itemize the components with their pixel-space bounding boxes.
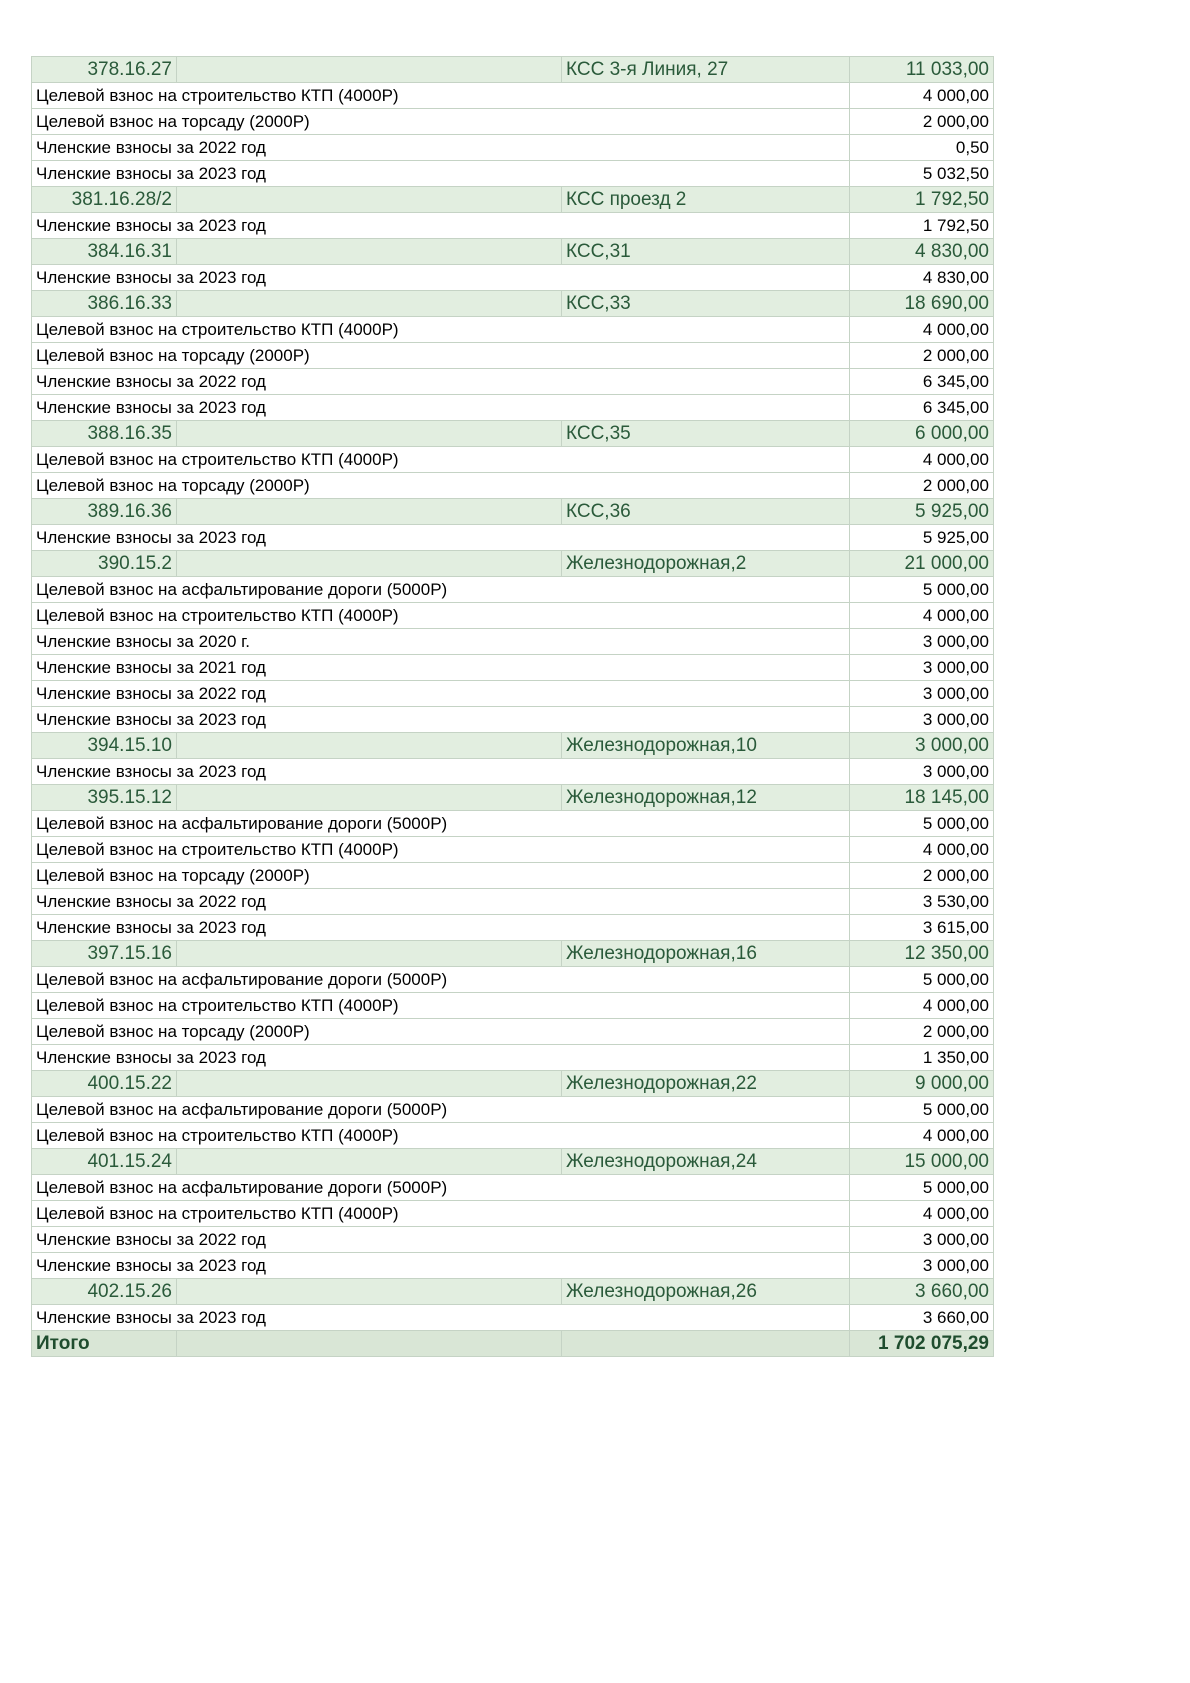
payment-row [32, 473, 994, 499]
payment-description: Целевой взнос на торсаду (2000Р) [32, 109, 850, 135]
total-empty-cell [177, 1331, 562, 1357]
payment-row [32, 1045, 994, 1071]
payment-row [32, 1097, 994, 1123]
payment-description: Целевой взнос на асфальтирование дороги (5000Р) [32, 967, 850, 993]
payment-row [32, 863, 994, 889]
plot-address: КСС проезд 2 [562, 187, 850, 213]
payment-amount: 2 000,00 [850, 863, 994, 889]
payment-description: Членские взносы за 2023 год [32, 213, 850, 239]
payment-amount: 4 000,00 [850, 1123, 994, 1149]
payment-description: Членские взносы за 2023 год [32, 161, 850, 187]
group-empty-cell [177, 785, 562, 811]
payment-amount: 4 000,00 [850, 837, 994, 863]
payment-row [32, 1123, 994, 1149]
payment-description: Членские взносы за 2023 год [32, 915, 850, 941]
payment-row [32, 395, 994, 421]
payment-amount: 5 032,50 [850, 161, 994, 187]
payment-description: Членские взносы за 2023 год [32, 1253, 850, 1279]
payment-description: Членские взносы за 2021 год [32, 655, 850, 681]
payment-row [32, 889, 994, 915]
plot-address: КСС,33 [562, 291, 850, 317]
payment-amount: 5 000,00 [850, 1175, 994, 1201]
payment-row [32, 1201, 994, 1227]
payment-amount: 4 000,00 [850, 993, 994, 1019]
payment-amount: 3 000,00 [850, 759, 994, 785]
plot-address: Железнодорожная,22 [562, 1071, 850, 1097]
payment-amount: 0,50 [850, 135, 994, 161]
plot-code: 378.16.27 [32, 57, 177, 83]
group-amount: 9 000,00 [850, 1071, 994, 1097]
group-row [32, 291, 994, 317]
group-empty-cell [177, 499, 562, 525]
payment-description: Членские взносы за 2022 год [32, 681, 850, 707]
group-row [32, 57, 994, 83]
payment-row [32, 525, 994, 551]
payment-row [32, 915, 994, 941]
group-amount: 11 033,00 [850, 57, 994, 83]
group-amount: 21 000,00 [850, 551, 994, 577]
payment-description: Членские взносы за 2023 год [32, 707, 850, 733]
payment-amount: 5 000,00 [850, 577, 994, 603]
payment-row [32, 317, 994, 343]
group-empty-cell [177, 239, 562, 265]
payment-amount: 3 660,00 [850, 1305, 994, 1331]
group-empty-cell [177, 57, 562, 83]
plot-address: КСС,35 [562, 421, 850, 447]
plot-address: Железнодорожная,12 [562, 785, 850, 811]
payment-description: Целевой взнос на торсаду (2000Р) [32, 863, 850, 889]
payment-amount: 3 000,00 [850, 681, 994, 707]
payment-amount: 5 000,00 [850, 811, 994, 837]
payment-amount: 5 000,00 [850, 967, 994, 993]
payment-description: Членские взносы за 2022 год [32, 889, 850, 915]
report-body [32, 57, 994, 1357]
plot-code: 381.16.28/2 [32, 187, 177, 213]
plot-address: Железнодорожная,16 [562, 941, 850, 967]
payment-row [32, 811, 994, 837]
group-amount: 12 350,00 [850, 941, 994, 967]
payment-row [32, 967, 994, 993]
payment-row [32, 1019, 994, 1045]
payment-amount: 2 000,00 [850, 1019, 994, 1045]
group-empty-cell [177, 1279, 562, 1305]
payment-row [32, 629, 994, 655]
payment-row [32, 993, 994, 1019]
payment-amount: 5 925,00 [850, 525, 994, 551]
plot-address: Железнодорожная,10 [562, 733, 850, 759]
payment-row [32, 577, 994, 603]
plot-code: 397.15.16 [32, 941, 177, 967]
group-amount: 1 792,50 [850, 187, 994, 213]
group-row [32, 1149, 994, 1175]
group-row [32, 239, 994, 265]
plot-code: 400.15.22 [32, 1071, 177, 1097]
payment-amount: 3 000,00 [850, 1253, 994, 1279]
payment-amount: 2 000,00 [850, 473, 994, 499]
group-amount: 6 000,00 [850, 421, 994, 447]
payment-description: Целевой взнос на строительство КТП (4000Р) [32, 603, 850, 629]
payment-row [32, 83, 994, 109]
payment-description: Целевой взнос на торсаду (2000Р) [32, 1019, 850, 1045]
group-empty-cell [177, 1071, 562, 1097]
payment-description: Целевой взнос на торсаду (2000Р) [32, 343, 850, 369]
plot-address: КСС 3-я Линия, 27 [562, 57, 850, 83]
group-row [32, 1279, 994, 1305]
plot-address: Железнодорожная,2 [562, 551, 850, 577]
payment-row [32, 135, 994, 161]
payment-description: Целевой взнос на торсаду (2000Р) [32, 473, 850, 499]
group-empty-cell [177, 1149, 562, 1175]
payment-amount: 6 345,00 [850, 369, 994, 395]
payment-amount: 3 000,00 [850, 707, 994, 733]
group-row [32, 551, 994, 577]
payment-row [32, 343, 994, 369]
payment-description: Членские взносы за 2023 год [32, 1045, 850, 1071]
group-amount: 4 830,00 [850, 239, 994, 265]
plot-code: 384.16.31 [32, 239, 177, 265]
payment-description: Целевой взнос на строительство КТП (4000Р) [32, 1201, 850, 1227]
payment-description: Членские взносы за 2023 год [32, 759, 850, 785]
payment-description: Целевой взнос на асфальтирование дороги (5000Р) [32, 577, 850, 603]
payment-row [32, 1253, 994, 1279]
payment-description: Членские взносы за 2023 год [32, 1305, 850, 1331]
payment-row [32, 447, 994, 473]
payment-description: Членские взносы за 2023 год [32, 395, 850, 421]
group-amount: 5 925,00 [850, 499, 994, 525]
payment-description: Членские взносы за 2020 г. [32, 629, 850, 655]
payment-description: Членские взносы за 2022 год [32, 369, 850, 395]
plot-code: 388.16.35 [32, 421, 177, 447]
payment-description: Целевой взнос на асфальтирование дороги (5000Р) [32, 1175, 850, 1201]
payment-description: Членские взносы за 2023 год [32, 525, 850, 551]
payment-amount: 1 792,50 [850, 213, 994, 239]
payment-row [32, 1305, 994, 1331]
payment-amount: 2 000,00 [850, 343, 994, 369]
payment-description: Членские взносы за 2022 год [32, 135, 850, 161]
plot-code: 390.15.2 [32, 551, 177, 577]
payment-description: Членские взносы за 2022 год [32, 1227, 850, 1253]
group-row [32, 187, 994, 213]
group-amount: 3 660,00 [850, 1279, 994, 1305]
total-row [32, 1331, 994, 1357]
total-empty-cell [562, 1331, 850, 1357]
payment-amount: 4 000,00 [850, 447, 994, 473]
payment-amount: 2 000,00 [850, 109, 994, 135]
plot-code: 389.16.36 [32, 499, 177, 525]
payment-amount: 4 000,00 [850, 1201, 994, 1227]
payment-row [32, 109, 994, 135]
group-empty-cell [177, 187, 562, 213]
payment-amount: 3 000,00 [850, 655, 994, 681]
group-amount: 15 000,00 [850, 1149, 994, 1175]
payment-amount: 4 830,00 [850, 265, 994, 291]
total-label: Итого [32, 1331, 177, 1357]
group-row [32, 785, 994, 811]
payment-row [32, 1175, 994, 1201]
group-empty-cell [177, 733, 562, 759]
payment-row [32, 213, 994, 239]
payment-row [32, 1227, 994, 1253]
payment-description: Членские взносы за 2023 год [32, 265, 850, 291]
plot-code: 386.16.33 [32, 291, 177, 317]
payment-amount: 4 000,00 [850, 603, 994, 629]
payment-amount: 3 000,00 [850, 1227, 994, 1253]
payment-description: Целевой взнос на строительство КТП (4000Р) [32, 83, 850, 109]
plot-code: 395.15.12 [32, 785, 177, 811]
payment-row [32, 681, 994, 707]
payment-description: Целевой взнос на строительство КТП (4000Р) [32, 1123, 850, 1149]
payment-amount: 3 530,00 [850, 889, 994, 915]
payment-description: Целевой взнос на строительство КТП (4000Р) [32, 993, 850, 1019]
payment-amount: 3 000,00 [850, 629, 994, 655]
group-amount: 18 690,00 [850, 291, 994, 317]
payment-row [32, 707, 994, 733]
payment-row [32, 655, 994, 681]
payment-row [32, 837, 994, 863]
group-empty-cell [177, 941, 562, 967]
payment-amount: 5 000,00 [850, 1097, 994, 1123]
group-row [32, 499, 994, 525]
payment-row [32, 369, 994, 395]
group-row [32, 733, 994, 759]
group-row [32, 941, 994, 967]
payment-description: Целевой взнос на строительство КТП (4000Р) [32, 317, 850, 343]
payment-description: Целевой взнос на строительство КТП (4000Р) [32, 447, 850, 473]
plot-code: 401.15.24 [32, 1149, 177, 1175]
plot-code: 402.15.26 [32, 1279, 177, 1305]
payment-row [32, 265, 994, 291]
payment-row [32, 161, 994, 187]
payment-row [32, 759, 994, 785]
payment-description: Целевой взнос на асфальтирование дороги (5000Р) [32, 1097, 850, 1123]
payment-amount: 1 350,00 [850, 1045, 994, 1071]
group-row [32, 421, 994, 447]
payment-amount: 4 000,00 [850, 83, 994, 109]
plot-code: 394.15.10 [32, 733, 177, 759]
group-row [32, 1071, 994, 1097]
payment-description: Целевой взнос на асфальтирование дороги (5000Р) [32, 811, 850, 837]
plot-address: КСС,36 [562, 499, 850, 525]
total-amount: 1 702 075,29 [850, 1331, 994, 1357]
plot-address: Железнодорожная,24 [562, 1149, 850, 1175]
plot-address: Железнодорожная,26 [562, 1279, 850, 1305]
group-empty-cell [177, 421, 562, 447]
group-empty-cell [177, 291, 562, 317]
payment-amount: 6 345,00 [850, 395, 994, 421]
group-amount: 3 000,00 [850, 733, 994, 759]
payment-row [32, 603, 994, 629]
payments-report-table [31, 56, 994, 1357]
payment-amount: 3 615,00 [850, 915, 994, 941]
payment-amount: 4 000,00 [850, 317, 994, 343]
group-empty-cell [177, 551, 562, 577]
plot-address: КСС,31 [562, 239, 850, 265]
group-amount: 18 145,00 [850, 785, 994, 811]
payment-description: Целевой взнос на строительство КТП (4000Р) [32, 837, 850, 863]
